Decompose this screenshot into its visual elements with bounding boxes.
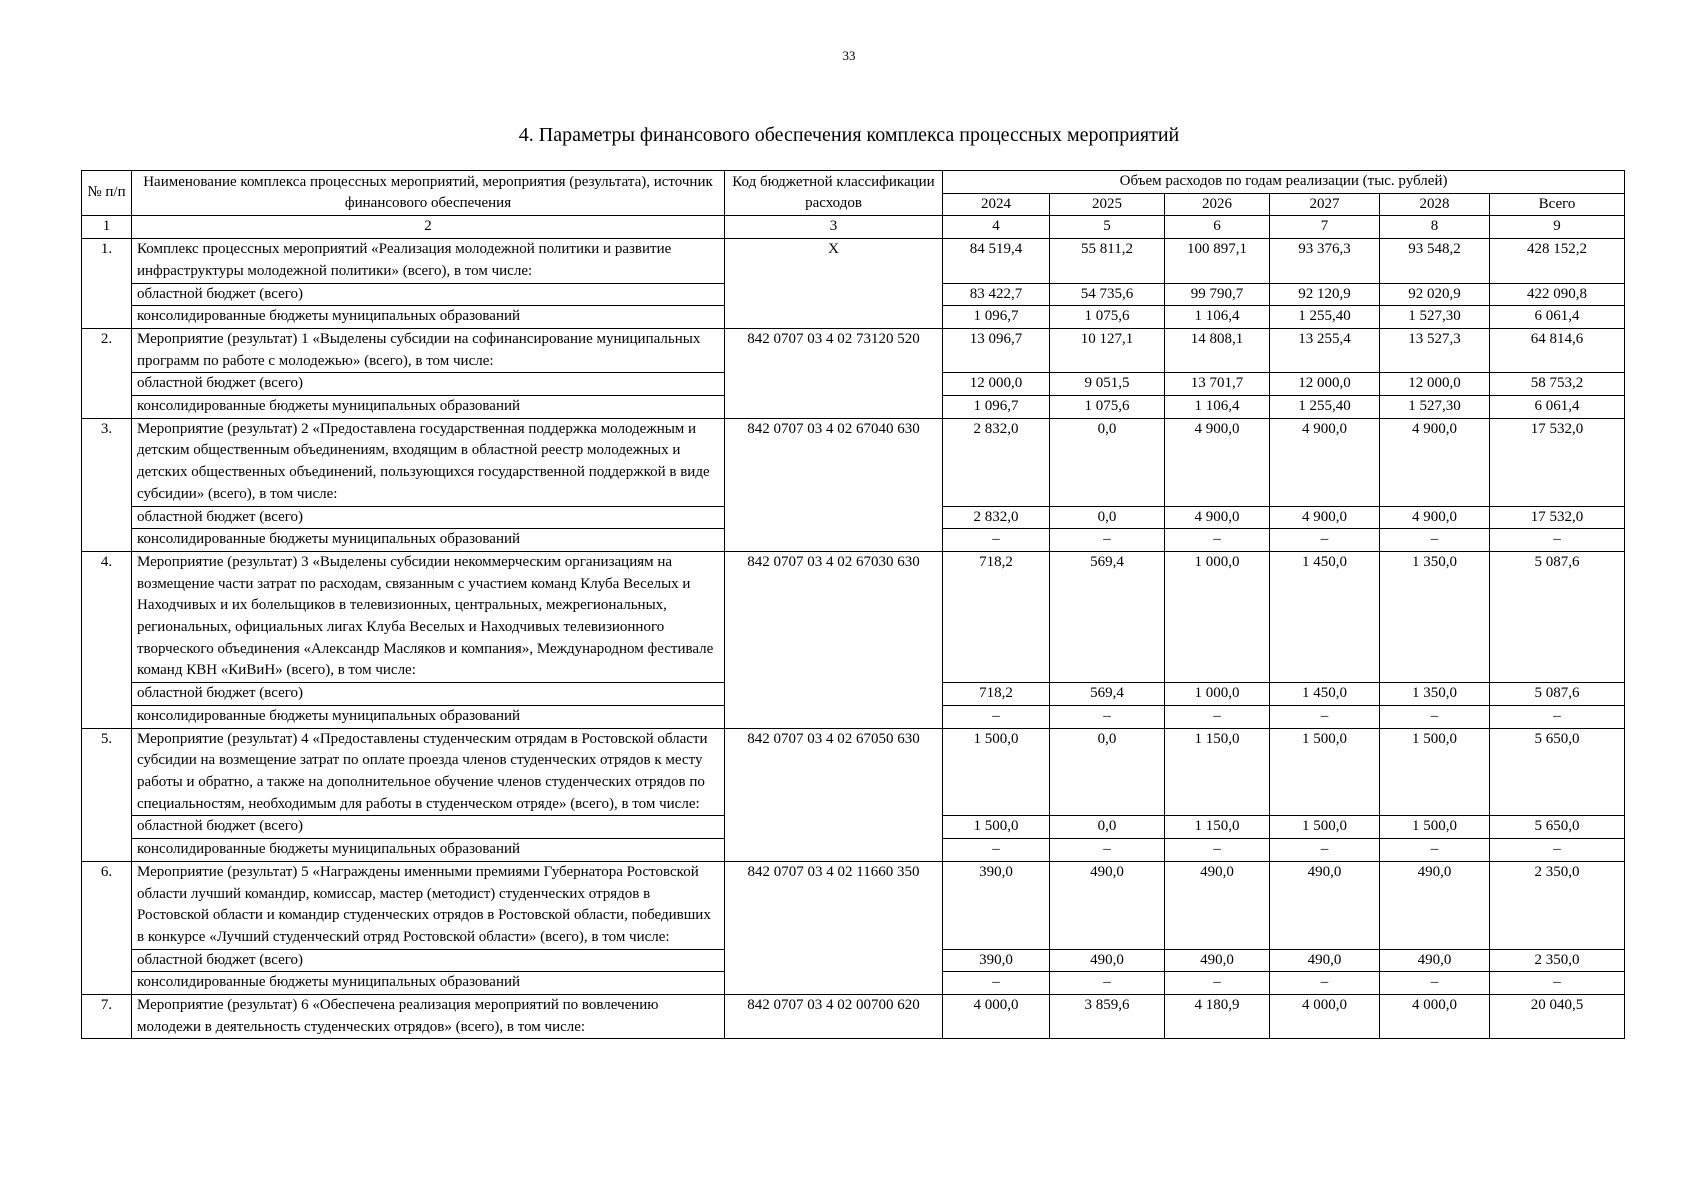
subrow-value: – bbox=[1050, 972, 1165, 995]
row-value: 490,0 bbox=[1165, 861, 1270, 949]
column-number: 7 bbox=[1270, 216, 1380, 239]
column-number: 3 bbox=[725, 216, 943, 239]
subrow-total: 5 650,0 bbox=[1490, 816, 1625, 839]
subrow-value: 390,0 bbox=[943, 949, 1050, 972]
header-num: № п/п bbox=[82, 171, 132, 216]
subrow-source: консолидированные бюджеты муниципальных образований bbox=[132, 839, 725, 862]
subrow-value: – bbox=[1380, 972, 1490, 995]
subrow-total: 58 753,2 bbox=[1490, 373, 1625, 396]
row-name: Мероприятие (результат) 4 «Предоставлены студенческим отрядам в Ростовской области субсидии на возмещение затрат по оплате проезда членов студенческих отрядов к месту работы и обратно, а также на дополнительное обучение членов студенческих отрядов по специальностям, необходимым для работы в студенческом отряде» (всего), в том числе: bbox=[132, 728, 725, 816]
subrow-value: – bbox=[1165, 705, 1270, 728]
row-value: 490,0 bbox=[1270, 861, 1380, 949]
subrow-value: 92 120,9 bbox=[1270, 283, 1380, 306]
row-number: 1. bbox=[82, 239, 132, 329]
subrow-total: 17 532,0 bbox=[1490, 506, 1625, 529]
row-code: 842 0707 03 4 02 67050 630 bbox=[725, 728, 943, 861]
table-row bbox=[82, 328, 1625, 372]
subrow-value: 83 422,7 bbox=[943, 283, 1050, 306]
table-row bbox=[82, 239, 1625, 283]
subrow-value: 99 790,7 bbox=[1165, 283, 1270, 306]
table-body bbox=[82, 239, 1625, 1039]
subrow-source: консолидированные бюджеты муниципальных образований bbox=[132, 396, 725, 419]
row-code: 842 0707 03 4 02 67030 630 bbox=[725, 551, 943, 728]
subrow-source: областной бюджет (всего) bbox=[132, 506, 725, 529]
row-number: 7. bbox=[82, 995, 132, 1039]
row-number: 4. bbox=[82, 551, 132, 728]
row-name: Комплекс процессных мероприятий «Реализация молодежной политики и развитие инфраструктуры молодежной политики» (всего), в том числе: bbox=[132, 239, 725, 283]
row-name: Мероприятие (результат) 1 «Выделены субсидии на софинансирование муниципальных программ по работе с молодежью» (всего), в том числе: bbox=[132, 328, 725, 372]
subrow-value: – bbox=[1380, 529, 1490, 552]
row-value: 10 127,1 bbox=[1050, 328, 1165, 372]
subrow-total: 5 087,6 bbox=[1490, 683, 1625, 706]
subrow-value: 1 450,0 bbox=[1270, 683, 1380, 706]
subrow-value: 4 900,0 bbox=[1380, 506, 1490, 529]
row-value: 4 000,0 bbox=[943, 995, 1050, 1039]
row-value: 718,2 bbox=[943, 551, 1050, 682]
column-numbers-row bbox=[82, 216, 1625, 239]
subrow-source: областной бюджет (всего) bbox=[132, 683, 725, 706]
subrow-value: 1 106,4 bbox=[1165, 306, 1270, 329]
header-row-1 bbox=[82, 171, 1625, 194]
row-value: 13 096,7 bbox=[943, 328, 1050, 372]
subrow-value: 718,2 bbox=[943, 683, 1050, 706]
row-value: 1 500,0 bbox=[1270, 728, 1380, 816]
header-total: Всего bbox=[1490, 193, 1625, 216]
row-name: Мероприятие (результат) 6 «Обеспечена реализация мероприятий по вовлечению молодежи в деятельность студенческих отрядов» (всего), в том числе: bbox=[132, 995, 725, 1039]
row-code: 842 0707 03 4 02 11660 350 bbox=[725, 861, 943, 994]
row-code: 842 0707 03 4 02 00700 620 bbox=[725, 995, 943, 1039]
subrow-value: – bbox=[943, 839, 1050, 862]
row-value: 3 859,6 bbox=[1050, 995, 1165, 1039]
subrow-value: – bbox=[1270, 529, 1380, 552]
row-name: Мероприятие (результат) 2 «Предоставлена государственная поддержка молодежным и детским общественным объединениям, входящим в областной реестр молодежных и детских общественных объединений, пользующихся государственной поддержкой в виде субсидии» (всего), в том числе: bbox=[132, 418, 725, 506]
subrow-value: 1 500,0 bbox=[1380, 816, 1490, 839]
subrow-value: 2 832,0 bbox=[943, 506, 1050, 529]
header-name: Наименование комплекса процессных мероприятий, мероприятия (результата), источник финансового обеспечения bbox=[132, 171, 725, 216]
subrow-value: – bbox=[1050, 839, 1165, 862]
row-value: 569,4 bbox=[1050, 551, 1165, 682]
subrow-value: 0,0 bbox=[1050, 506, 1165, 529]
column-number: 2 bbox=[132, 216, 725, 239]
header-year: 2024 bbox=[943, 193, 1050, 216]
subrow-value: 569,4 bbox=[1050, 683, 1165, 706]
subrow-value: 1 527,30 bbox=[1380, 396, 1490, 419]
subrow-value: – bbox=[1050, 529, 1165, 552]
header-year: 2028 bbox=[1380, 193, 1490, 216]
table-row bbox=[82, 728, 1625, 816]
row-value: 2 832,0 bbox=[943, 418, 1050, 506]
subrow-value: 12 000,0 bbox=[943, 373, 1050, 396]
subrow-value: 490,0 bbox=[1380, 949, 1490, 972]
subrow-value: 1 075,6 bbox=[1050, 396, 1165, 419]
subrow-value: 1 096,7 bbox=[943, 306, 1050, 329]
row-total: 428 152,2 bbox=[1490, 239, 1625, 283]
subrow-source: областной бюджет (всего) bbox=[132, 816, 725, 839]
row-value: 4 900,0 bbox=[1270, 418, 1380, 506]
subrow-total: 6 061,4 bbox=[1490, 306, 1625, 329]
subrow-value: – bbox=[1380, 705, 1490, 728]
subrow-value: – bbox=[1270, 972, 1380, 995]
subrow-value: – bbox=[1270, 705, 1380, 728]
row-total: 5 087,6 bbox=[1490, 551, 1625, 682]
subrow-value: 9 051,5 bbox=[1050, 373, 1165, 396]
row-value: 55 811,2 bbox=[1050, 239, 1165, 283]
subrow-value: 1 106,4 bbox=[1165, 396, 1270, 419]
subrow-source: консолидированные бюджеты муниципальных образований bbox=[132, 705, 725, 728]
subrow-value: 1 500,0 bbox=[943, 816, 1050, 839]
section-title: 4. Параметры финансового обеспечения комплекса процессных мероприятий bbox=[518, 124, 1180, 146]
row-value: 4 900,0 bbox=[1380, 418, 1490, 506]
row-name: Мероприятие (результат) 3 «Выделены субсидии некоммерческим организациям на возмещение части затрат по расходам, связанным с участием команд Клуба Веселых и Находчивых и их болельщиков в телевизионных, центральных, межрегиональных, региональных, официальных лигах Клуба Веселых и Находчивых телевизионного творческого объединения «Александр Масляков и компания», Международном фестивале команд КВН «КиВиН» (всего), в том числе: bbox=[132, 551, 725, 682]
table-row bbox=[82, 418, 1625, 506]
subrow-value: 1 000,0 bbox=[1165, 683, 1270, 706]
subrow-value: 92 020,9 bbox=[1380, 283, 1490, 306]
row-value: 1 350,0 bbox=[1380, 551, 1490, 682]
row-value: 1 500,0 bbox=[943, 728, 1050, 816]
row-code: 842 0707 03 4 02 67040 630 bbox=[725, 418, 943, 551]
column-number: 8 bbox=[1380, 216, 1490, 239]
column-number: 1 bbox=[82, 216, 132, 239]
row-value: 4 180,9 bbox=[1165, 995, 1270, 1039]
subrow-value: 490,0 bbox=[1050, 949, 1165, 972]
row-value: 490,0 bbox=[1380, 861, 1490, 949]
subrow-source: областной бюджет (всего) bbox=[132, 283, 725, 306]
subrow-value: 1 527,30 bbox=[1380, 306, 1490, 329]
subrow-value: 1 150,0 bbox=[1165, 816, 1270, 839]
row-number: 5. bbox=[82, 728, 132, 861]
subrow-value: 1 350,0 bbox=[1380, 683, 1490, 706]
page-number: 33 bbox=[842, 48, 856, 63]
subrow-value: 490,0 bbox=[1165, 949, 1270, 972]
subrow-value: 1 500,0 bbox=[1270, 816, 1380, 839]
row-total: 17 532,0 bbox=[1490, 418, 1625, 506]
subrow-value: – bbox=[1165, 972, 1270, 995]
subrow-value: – bbox=[943, 529, 1050, 552]
row-value: 1 150,0 bbox=[1165, 728, 1270, 816]
table-row bbox=[82, 551, 1625, 682]
subrow-value: 1 255,40 bbox=[1270, 396, 1380, 419]
row-value: 0,0 bbox=[1050, 418, 1165, 506]
subrow-value: 1 255,40 bbox=[1270, 306, 1380, 329]
row-code: X bbox=[725, 239, 943, 329]
subrow-value: 54 735,6 bbox=[1050, 283, 1165, 306]
row-value: 93 548,2 bbox=[1380, 239, 1490, 283]
row-value: 4 900,0 bbox=[1165, 418, 1270, 506]
row-value: 4 000,0 bbox=[1380, 995, 1490, 1039]
header-volume: Объем расходов по годам реализации (тыс. рублей) bbox=[943, 171, 1625, 194]
subrow-value: – bbox=[1165, 839, 1270, 862]
table-row bbox=[82, 995, 1625, 1039]
subrow-source: областной бюджет (всего) bbox=[132, 949, 725, 972]
subrow-total: 6 061,4 bbox=[1490, 396, 1625, 419]
header-year: 2026 bbox=[1165, 193, 1270, 216]
subrow-value: 4 900,0 bbox=[1165, 506, 1270, 529]
subrow-source: консолидированные бюджеты муниципальных образований bbox=[132, 529, 725, 552]
subrow-value: 490,0 bbox=[1270, 949, 1380, 972]
subrow-source: областной бюджет (всего) bbox=[132, 373, 725, 396]
row-value: 490,0 bbox=[1050, 861, 1165, 949]
subrow-total: – bbox=[1490, 529, 1625, 552]
subrow-total: 422 090,8 bbox=[1490, 283, 1625, 306]
row-number: 3. bbox=[82, 418, 132, 551]
column-number: 4 bbox=[943, 216, 1050, 239]
subrow-value: 0,0 bbox=[1050, 816, 1165, 839]
header-year: 2027 bbox=[1270, 193, 1380, 216]
row-total: 5 650,0 bbox=[1490, 728, 1625, 816]
row-value: 1 000,0 bbox=[1165, 551, 1270, 682]
subrow-source: консолидированные бюджеты муниципальных образований bbox=[132, 972, 725, 995]
subrow-total: – bbox=[1490, 839, 1625, 862]
row-number: 6. bbox=[82, 861, 132, 994]
row-value: 1 500,0 bbox=[1380, 728, 1490, 816]
row-value: 0,0 bbox=[1050, 728, 1165, 816]
row-value: 13 527,3 bbox=[1380, 328, 1490, 372]
subrow-value: 12 000,0 bbox=[1380, 373, 1490, 396]
subrow-value: 1 096,7 bbox=[943, 396, 1050, 419]
subrow-total: 2 350,0 bbox=[1490, 949, 1625, 972]
row-value: 1 450,0 bbox=[1270, 551, 1380, 682]
row-value: 390,0 bbox=[943, 861, 1050, 949]
subrow-value: – bbox=[943, 972, 1050, 995]
row-total: 20 040,5 bbox=[1490, 995, 1625, 1039]
subrow-total: – bbox=[1490, 972, 1625, 995]
row-value: 84 519,4 bbox=[943, 239, 1050, 283]
row-value: 13 255,4 bbox=[1270, 328, 1380, 372]
subrow-value: 13 701,7 bbox=[1165, 373, 1270, 396]
row-number: 2. bbox=[82, 328, 132, 418]
subrow-value: 12 000,0 bbox=[1270, 373, 1380, 396]
financing-table bbox=[81, 170, 1625, 1039]
subrow-source: консолидированные бюджеты муниципальных образований bbox=[132, 306, 725, 329]
row-value: 14 808,1 bbox=[1165, 328, 1270, 372]
row-code: 842 0707 03 4 02 73120 520 bbox=[725, 328, 943, 418]
subrow-value: – bbox=[1270, 839, 1380, 862]
row-value: 4 000,0 bbox=[1270, 995, 1380, 1039]
subrow-value: 4 900,0 bbox=[1270, 506, 1380, 529]
column-number: 5 bbox=[1050, 216, 1165, 239]
header-code: Код бюджетной классификации расходов bbox=[725, 171, 943, 216]
subrow-value: – bbox=[1050, 705, 1165, 728]
column-number: 9 bbox=[1490, 216, 1625, 239]
row-value: 100 897,1 bbox=[1165, 239, 1270, 283]
row-total: 64 814,6 bbox=[1490, 328, 1625, 372]
row-total: 2 350,0 bbox=[1490, 861, 1625, 949]
table-row bbox=[82, 861, 1625, 949]
subrow-value: – bbox=[1165, 529, 1270, 552]
column-number: 6 bbox=[1165, 216, 1270, 239]
subrow-value: – bbox=[1380, 839, 1490, 862]
subrow-value: 1 075,6 bbox=[1050, 306, 1165, 329]
header-year: 2025 bbox=[1050, 193, 1165, 216]
subrow-total: – bbox=[1490, 705, 1625, 728]
subrow-value: – bbox=[943, 705, 1050, 728]
row-value: 93 376,3 bbox=[1270, 239, 1380, 283]
row-name: Мероприятие (результат) 5 «Награждены именными премиями Губернатора Ростовской области лучший командир, комиссар, мастер (методист) студенческих отрядов в Ростовской области и командир студенческих отрядов в Ростовской области, победивших в конкурсе «Лучший студенческий отряд Ростовской области» (всего), в том числе: bbox=[132, 861, 725, 949]
